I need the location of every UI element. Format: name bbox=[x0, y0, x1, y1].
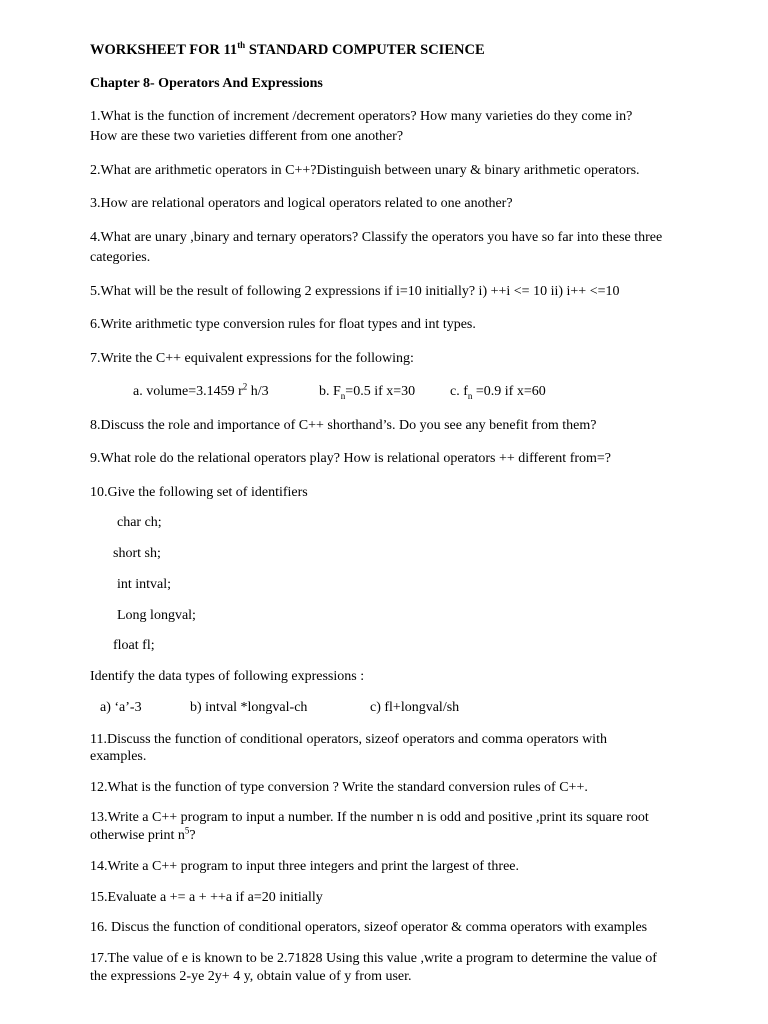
question-16: 16. Discus the function of conditional operators, sizeof operator & comma operators with examples bbox=[90, 920, 648, 935]
question-7-part-a: a. volume=3.1459 $r^2$ h/3 bbox=[133, 381, 269, 399]
identifier-item: Long longval; bbox=[117, 608, 196, 623]
expression-a: a) ‘a’-3 bbox=[100, 700, 142, 715]
title-superscript: th bbox=[237, 40, 246, 51]
expression-b: b) intval *longval-ch bbox=[190, 700, 308, 715]
identifier-item: short sh; bbox=[113, 546, 161, 561]
question-7: 7.Write the C++ equivalent expressions for the following: bbox=[90, 351, 414, 366]
question-3: 3.How are relational operators and logical operators related to one another? bbox=[90, 196, 513, 211]
question-1-line-2: How are these two varieties different from one another? bbox=[90, 129, 404, 144]
page-title: WORKSHEET FOR 11th STANDARD COMPUTER SCIENCE bbox=[90, 40, 485, 58]
question-4-line-2: categories. bbox=[90, 250, 151, 265]
question-7-part-c: c. $f_n =0.9$ if x=60 bbox=[450, 384, 546, 401]
identifier-item: char ch; bbox=[117, 515, 162, 530]
question-10: 10.Give the following set of identifiers bbox=[90, 485, 308, 500]
question-11-line-1: 11.Discuss the function of conditional operators, sizeof operators and comma operators with bbox=[90, 732, 607, 747]
question-15: 15.Evaluate a += a + ++a if a=20 initially bbox=[90, 890, 323, 905]
question-14: 14.Write a C++ program to input three integers and print the largest of three. bbox=[90, 859, 520, 874]
question-8: 8.Discuss the role and importance of C++ shorthand’s. Do you see any benefit from them? bbox=[90, 418, 597, 433]
question-7-part-b: b. $F_n=0.5$ if x=30 bbox=[319, 384, 416, 401]
question-6: 6.Write arithmetic type conversion rules for float types and int types. bbox=[90, 317, 476, 332]
question-10-identify: Identify the data types of following expressions : bbox=[90, 669, 365, 684]
identifier-item: float fl; bbox=[113, 638, 155, 653]
question-13-line-1: 13.Write a C++ program to input a number. If the number n is odd and positive ,print its square root bbox=[90, 810, 649, 825]
identifier-item: int intval; bbox=[117, 577, 172, 592]
question-5: 5.What will be the result of following 2 expressions if i=10 initially? i) ++i <= 10 ii) i++ <=10 bbox=[90, 284, 620, 299]
question-11-line-2: examples. bbox=[90, 749, 147, 764]
question-4-line-1: 4.What are unary ,binary and ternary operators? Classify the operators you have so far into these three bbox=[90, 230, 663, 245]
chapter-heading: Chapter 8- Operators And Expressions bbox=[90, 76, 323, 91]
question-17-line-2: the expressions 2-ye 2y+ 4 y, obtain value of y from user. bbox=[90, 969, 412, 984]
question-1-line-1: 1.What is the function of increment /decrement operators? How many varieties do they come in? bbox=[90, 109, 633, 124]
expression-c: c) fl+longval/sh bbox=[370, 700, 460, 715]
question-12: 12.What is the function of type conversion ? Write the standard conversion rules of C++. bbox=[90, 780, 588, 795]
question-17-line-1: 17.The value of e is known to be 2.71828 Using this value ,write a program to determine the value of bbox=[90, 951, 657, 966]
question-2: 2.What are arithmetic operators in C++?Distinguish between unary & binary arithmetic operators. bbox=[90, 163, 640, 178]
question-9: 9.What role do the relational operators play? How is relational operators ++ different from=? bbox=[90, 451, 612, 466]
question-13-line-2: otherwise print $n^5$? bbox=[90, 825, 196, 843]
